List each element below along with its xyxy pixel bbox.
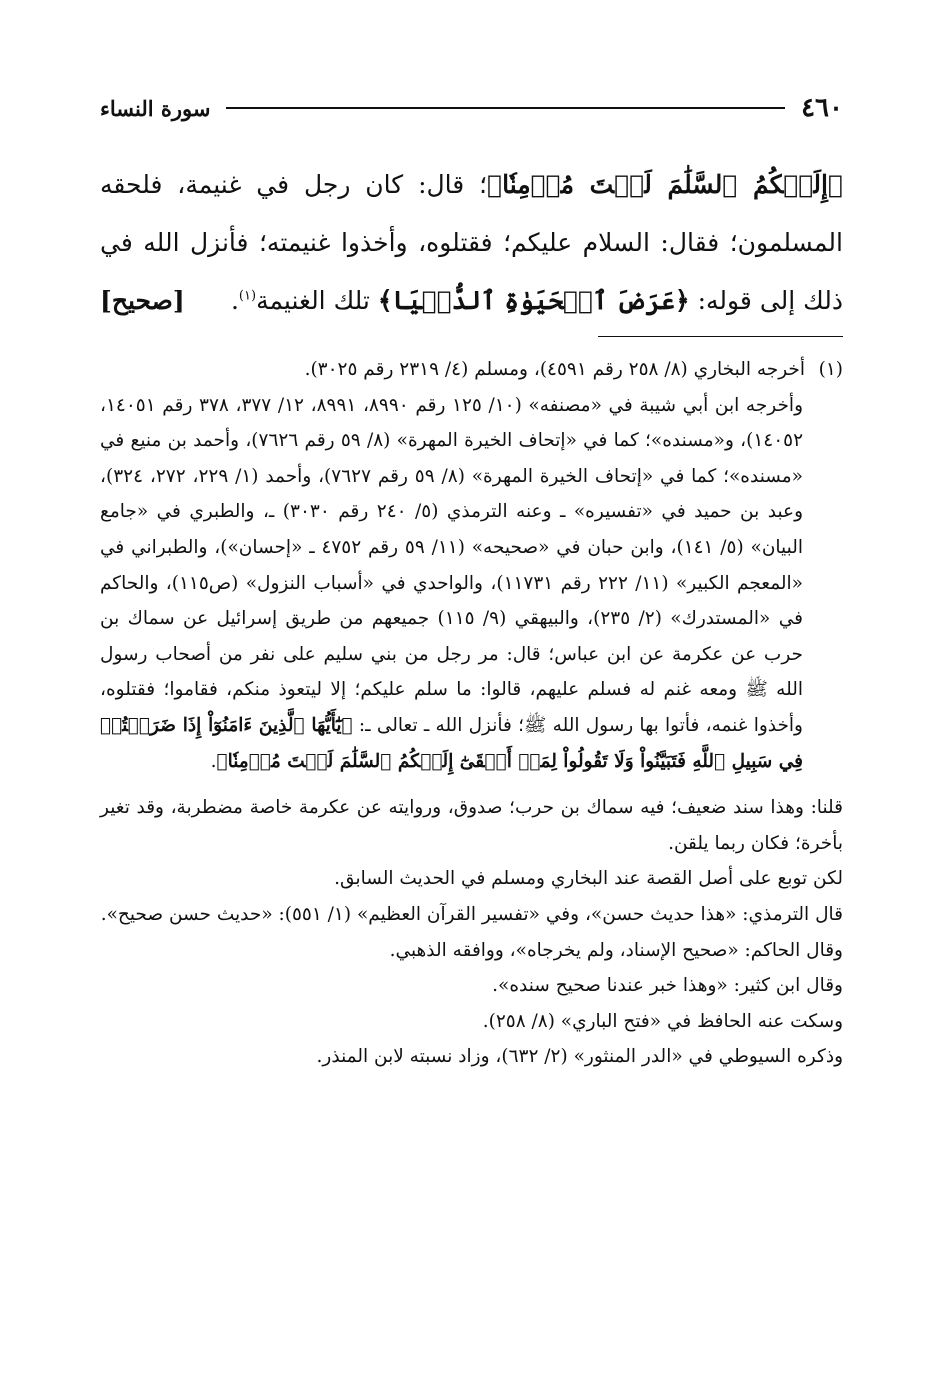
quran-verse: ﴿يَٰٓأَيُّهَا ٱلَّذِينَ ءَامَنُوٓاْ إِذَا ضَرَبۡتُمۡ فِي سَبِيلِ ٱللَّهِ فَتَبَيَّنُواْ وَلَا تَقُولُواْ لِمَنۡ أَلۡقَىٰٓ إِلَيۡكُمُ ٱلسَّلَٰمَ لَسۡتَ مُؤۡمِنٗا﴾: [100, 714, 803, 772]
footnote-paragraph: لكن توبع على أصل القصة عند البخاري ومسلم في الحديث السابق.: [334, 868, 843, 890]
main-text: [100, 156, 843, 330]
footnote-paragraph: قلنا: وهذا سند ضعيف؛ فيه سماك بن حرب؛ صدوق، وروايته عن عكرمة خاصة مضطربة، وقد تغير بأخرة؛ فكان ربما يلقن.: [100, 797, 843, 854]
page-number: ٤٦٠: [801, 93, 843, 123]
header-rule: [226, 107, 785, 109]
hadith-text: .: [230, 286, 239, 315]
page-header: [100, 88, 843, 128]
hadith-text: تلك الغنيمة: [256, 286, 378, 315]
hadith-text: ؛ قال: كان رجل في غنيمة، فلحقه المسلمون؛ فقال: السلام عليكم؛ فقتلوه، وأخذوا غنيمته؛ فأنزل الله في ذلك إلى قوله:: [100, 170, 843, 315]
footnote-paragraph: وذكره السيوطي في «الدر المنثور» (٢/ ٦٣٢)، وزاد نسبته لابن المنذر.: [316, 1046, 843, 1068]
footnote-paragraph: وقال ابن كثير: «وهذا خبر عندنا صحيح سنده».: [492, 975, 843, 997]
footnote-line: [100, 352, 843, 388]
quran-quote: ﴿إِلَيۡكُمُ ٱلسَّلَٰمَ لَسۡتَ مُؤۡمِنٗا﴾: [487, 170, 843, 199]
footnote-separator: [598, 336, 843, 337]
footnotes: [100, 352, 843, 1075]
book-page: [100, 0, 843, 1376]
footnote-paragraph: وقال الحاكم: «صحيح الإسناد، ولم يخرجاه»، ووافقه الذهبي.: [389, 939, 843, 961]
footnote-text: وأخرجه ابن أبي شيبة في «مصنفه» (١٠/ ١٢٥ رقم ٨٩٩٠، ٨٩٩١، ١٢/ ٣٧٧، ٣٧٨ رقم ١٤٠٥١، ١٤٠٥٢)، و«مسنده»؛ كما في «إتحاف الخيرة المهرة» (٨/ ٥٩ رقم ٧٦٢٦)، وأحمد بن منيع في «مسنده»؛ كما في «إتحاف الخيرة المهرة» (٨/ ٥٩ رقم ٧٦٢٧)، وأحمد (١/ ٢٢٩، ٢٧٢، ٣٢٤)، وعبد بن حميد في «تفسيره» ـ وعنه الترمذي (٥/ ٢٤٠ رقم ٣٠٣٠) ـ، والطبري في «جامع البيان» (٥/ ١٤١)، وابن حبان في «صحيحه» (١١/ ٥٩ رقم ٤٧٥٢ ـ «إحسان»)، والطبراني في «المعجم الكبير» (١١/ ٢٢٢ رقم ١١٧٣١)، والواحدي في «أسباب النزول» (ص١١٥)، والحاكم في «المستدرك» (٢/ ٢٣٥)، والبيهقي (٩/ ١١٥) جميعهم من طريق إسرائيل عن سماك بن حرب عن عكرمة عن ابن عباس؛ قال: مر رجل من بني سليم على نفر من أصحاب رسول الله ﷺ ومعه غنم له فسلم عليهم، قالوا: ما سلم عليكم؛ إلا ليتعوذ منكم، فقاموا؛ فقتلوه، وأخذوا غنمه، فأتوا بها رسول الله ﷺ؛ فأنزل الله ـ تعالى ـ:: [100, 394, 804, 736]
footnote-marker: (١): [818, 359, 843, 380]
footnote-paragraph: قال الترمذي: «هذا حديث حسن»، وفي «تفسير القرآن العظيم» (١/ ٥٥١): «حديث حسن صحيح».: [100, 903, 843, 925]
footnote-text: أخرجه البخاري (٨/ ٢٥٨ رقم ٤٥٩١)، ومسلم (٤/ ٢٣١٩ رقم ٣٠٢٥).: [304, 359, 805, 380]
footnote-paragraph: [100, 388, 843, 780]
hadith-grade: [صحيح]: [100, 286, 185, 315]
footnote-paragraph: وسكت عنه الحافظ في «فتح الباري» (٨/ ٢٥٨).: [482, 1010, 843, 1032]
quran-quote: ﴿عَرَضَ ٱلۡحَيَوٰةِ ٱلدُّنۡيَا﴾: [377, 286, 690, 315]
footnote-text: .: [210, 750, 217, 772]
surah-name: سورة النساء: [100, 95, 211, 121]
footnote-reference: (١): [238, 288, 257, 304]
